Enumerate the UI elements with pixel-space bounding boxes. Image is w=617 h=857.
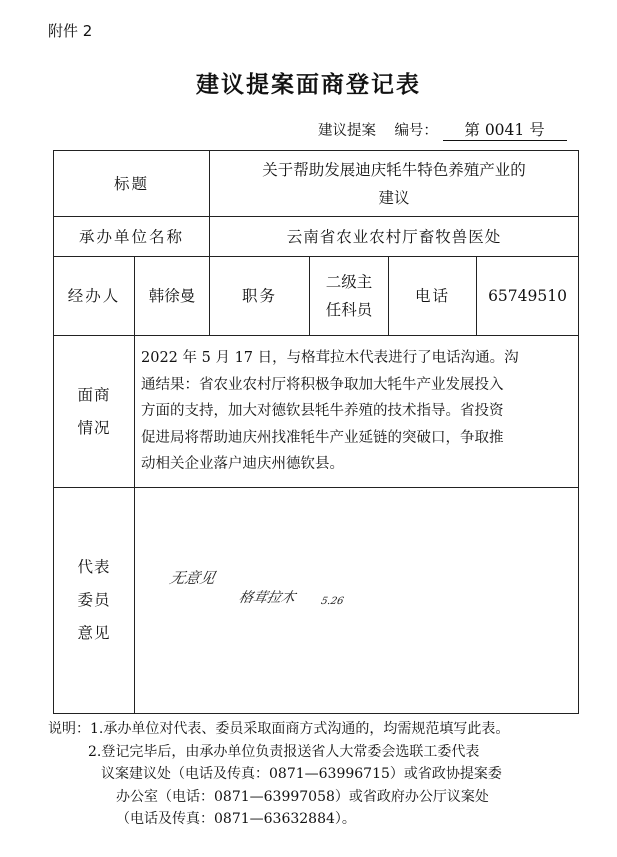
opinion-label-2: 委员 (77, 591, 111, 609)
title-value-line2: 建议 (378, 188, 410, 207)
unit-row (54, 217, 579, 257)
position-value-line2: 任科员 (325, 301, 373, 319)
title-value (210, 151, 579, 217)
signature-opinion: 无意见 (168, 569, 217, 587)
signature-date: 5.26 (319, 596, 345, 607)
situation-label (54, 336, 135, 488)
situation-line: 促进局将帮助迪庆州找准牦牛产业延链的突破口，争取推 (141, 429, 504, 446)
unit-value: 云南省农业农村厅畜牧兽医处 (210, 217, 579, 257)
title-label: 标题 (54, 151, 210, 217)
position-value (310, 257, 389, 336)
notes-line-1 (48, 718, 588, 741)
situation-label-2: 情况 (77, 418, 111, 437)
type-label: 建议提案 (318, 123, 376, 139)
registration-table (53, 150, 579, 714)
handler-label: 经办人 (54, 257, 135, 336)
situation-label-1: 面商 (77, 385, 111, 404)
phone-value: 65749510 (477, 257, 579, 336)
situation-line: 动相关企业落户迪庆州德钦县。 (141, 456, 344, 473)
situation-line: 2022 年 5 月 17 日，与格茸拉木代表进行了电话沟通。沟 (141, 350, 519, 367)
note-2-cont-3: （电话及传真：0871—63632884）。 (116, 811, 356, 827)
annex-label: 附件 2 (48, 22, 93, 40)
number-label: 编号： (394, 123, 438, 139)
opinion-label (54, 488, 135, 714)
title-row (54, 151, 579, 217)
situation-line: 方面的支持，加大对德钦县牦牛养殖的技术指导。省投资 (141, 403, 504, 420)
note-2: 2.登记完毕后，由承办单位负责报送省人大常委会选联工委代表 (88, 743, 480, 760)
unit-label: 承办单位名称 (54, 217, 210, 257)
situation-row (54, 336, 579, 488)
phone-label: 电话 (389, 257, 477, 336)
note-1: 1.承办单位对代表、委员采取面商方式沟通的，均需规范填写此表。 (90, 721, 510, 737)
situation-text (135, 336, 579, 488)
opinion-box (135, 488, 579, 714)
notes-prefix: 说明： (48, 721, 90, 737)
handler-row (54, 257, 579, 336)
note-2-cont-1: 议案建议处（电话及传真：0871—63996715）或省政协提案委 (101, 766, 502, 782)
title-value-line1: 关于帮助发展迪庆牦牛特色养殖产业的 (262, 160, 526, 179)
position-value-line1: 二级主 (325, 273, 373, 291)
notes-section (48, 718, 588, 831)
page-title: 建议提案面商登记表 (196, 72, 421, 98)
opinion-row (54, 488, 579, 714)
number-line (318, 118, 567, 141)
handler-value: 韩徐曼 (135, 257, 210, 336)
note-2-cont-2: 办公室（电话：0871—63997058）或省政府办公厅议案处 (116, 788, 489, 805)
situation-line: 通结果：省农业农村厅将积极争取加大牦牛产业发展投入 (141, 376, 504, 393)
number-value: 第 0041 号 (443, 118, 567, 141)
opinion-label-1: 代表 (77, 558, 111, 576)
signature-name: 格茸拉木 (237, 590, 297, 606)
opinion-label-3: 意见 (77, 624, 111, 642)
position-label: 职务 (210, 257, 310, 336)
